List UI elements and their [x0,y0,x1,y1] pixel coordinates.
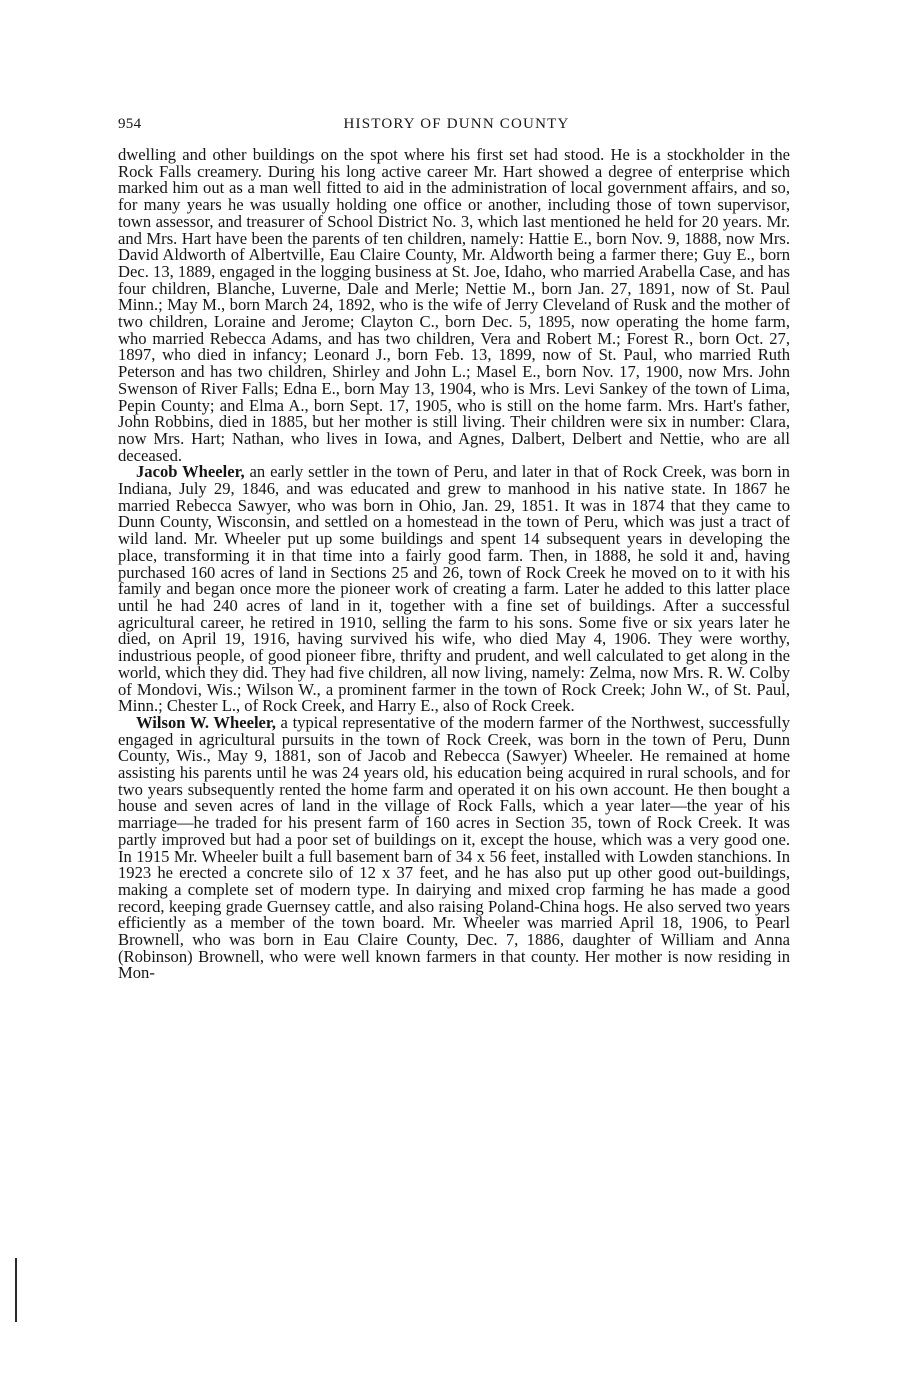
paragraph-wilson-wheeler [118,712,791,983]
running-head: HISTORY OF DUNN COUNTY [343,116,570,132]
paragraph-jacob-wheeler [118,464,790,715]
body-text [118,147,790,982]
entry-name-wilson-wheeler: Wilson W. Wheeler, [136,712,276,732]
paragraph-text: an early settler in the town of Peru, and later in that of Rock Creek, was born in Indiana, July 29, 1846, and was educated and grew to manhood in his native state. In 1867 he married Rebecca Sawyer, who was born in Ohio, Jan. 29, 1851. It was in 1874 that they came to Dunn County, Wisconsin, and settled on a homestead in the town of Peru, which was just a tract of wild land. Mr. Wheeler put up some buildings and spent 14 subsequent years in developing the place, transforming it in that time into a fairly good farm. Then, in 1888, he sold it and, having purchased 160 acres of land in Sections 25 and 26, town of Rock Creek he moved on to it with his family and began once more the pioneer work of creating a farm. Later he added to this latter place until he had 240 acres of land in it, together with a fine set of buildings. After a successful agricultural career, he retired in 1910, selling the farm to his sons. Some five or six years later he died, on April 19, 1916, having survived his wife, who died May 4, 1906. They were worthy, industrious people, of good pioneer fibre, thrifty and prudent, and well calculated to get along in the world, which they did. They had five children, all now living, namely: Zelma, now Mrs. R. W. Colby of Mondovi, Wis.; Wilson W., a prominent farmer in the town of Rock Creek; John W., of St. Paul, Minn.; Chester L., of Rock Creek, and Harry E., also of Rock Creek. [118,462,790,716]
paragraph-text: a typical representative of the modern farmer of the Northwest, successfully engaged in agricultural pursuits in the town of Rock Creek, was born in the town of Peru, Dunn County, Wis., May 9, 1881, son of Jacob and Rebecca (Sawyer) Wheeler. He remained at home assisting his parents until he was 24 years old, his education being acquired in rural schools, and for two years subsequently rented the home farm and operated it on his own account. He then bought a house and seven acres of land in the village of Rock Falls, which a year later—the year of his marriage—he traded for his present farm of 160 acres in Section 35, town of Rock Creek. It was partly improved but had a poor set of buildings on it, except the house, which was a very good one. In 1915 Mr. Wheeler built a full basement barn of 34 x 56 feet, installed with Lowden stanchions. In 1923 he erected a concrete silo of 12 x 37 feet, and he has also put up other good out-buildings, making a complete set of modern type. In dairying and mixed crop farming he has made a good record, keeping grade Guernsey cattle, and also raising Poland-China hogs. He also served two years efficiently as a member of the town board. Mr. Wheeler was married April 18, 1906, to Pearl Brownell, who was born in Eau Claire County, Dec. 7, 1886, daughter of William and Anna (Robinson) Brownell, who were well known farmers in that county. Her mother is now residing in Mon- [118,712,791,983]
page-number: 954 [118,116,142,132]
paragraph-text: dwelling and other buildings on the spot where his first set had stood. He is a stockholder in the Rock Falls creamery. During his long active career Mr. Hart showed a degree of enterprise which marked him out as a man well fitted to aid in the administration of local government affairs, and so, for many years he was usually holding one office or another, including those of town supervisor, town assessor, and treasurer of School District No. 3, which last mentioned he held for 20 years. Mr. and Mrs. Hart have been the parents of ten children, namely: Hattie E., born Nov. 9, 1888, now Mrs. David Aldworth of Albertville, Eau Claire County, Mr. Aldworth being a farmer there; Guy E., born Dec. 13, 1889, engaged in the logging business at St. Joe, Idaho, who married Arabella Case, and has four children, Blanche, Luverne, Dale and Merle; Nettie M., born Jan. 27, 1891, now of St. Paul Minn.; May M., born March 24, 1892, who is the wife of Jerry Cleveland of Rusk and the mother of two children, Loraine and Jerome; Clayton C., born Dec. 5, 1895, now operating the home farm, who married Rebecca Adams, and has two children, Vera and Robert M.; Forest R., born Oct. 27, 1897, who died in infancy; Leonard J., born Feb. 13, 1899, now of St. Paul, who married Ruth Peterson and has two children, Shirley and John L.; Masel E., born Nov. 17, 1900, now Mrs. John Swenson of River Falls; Edna E., born May 13, 1904, who is Mrs. Levi Sankey of the town of Lima, Pepin County; and Elma A., born Sept. 17, 1905, who is still on the home farm. Mrs. Hart's father, John Robbins, died in 1885, but her mother is still living. Their children were six in number: Clara, now Mrs. Hart; Nathan, who lives in Iowa, and Agnes, Dalbert, Delbert and Nettie, who are all deceased. [118,145,790,465]
entry-name-jacob-wheeler: Jacob Wheeler, [136,462,245,482]
scan-margin-line [15,1258,17,1322]
paragraph-hart-family [118,147,790,464]
